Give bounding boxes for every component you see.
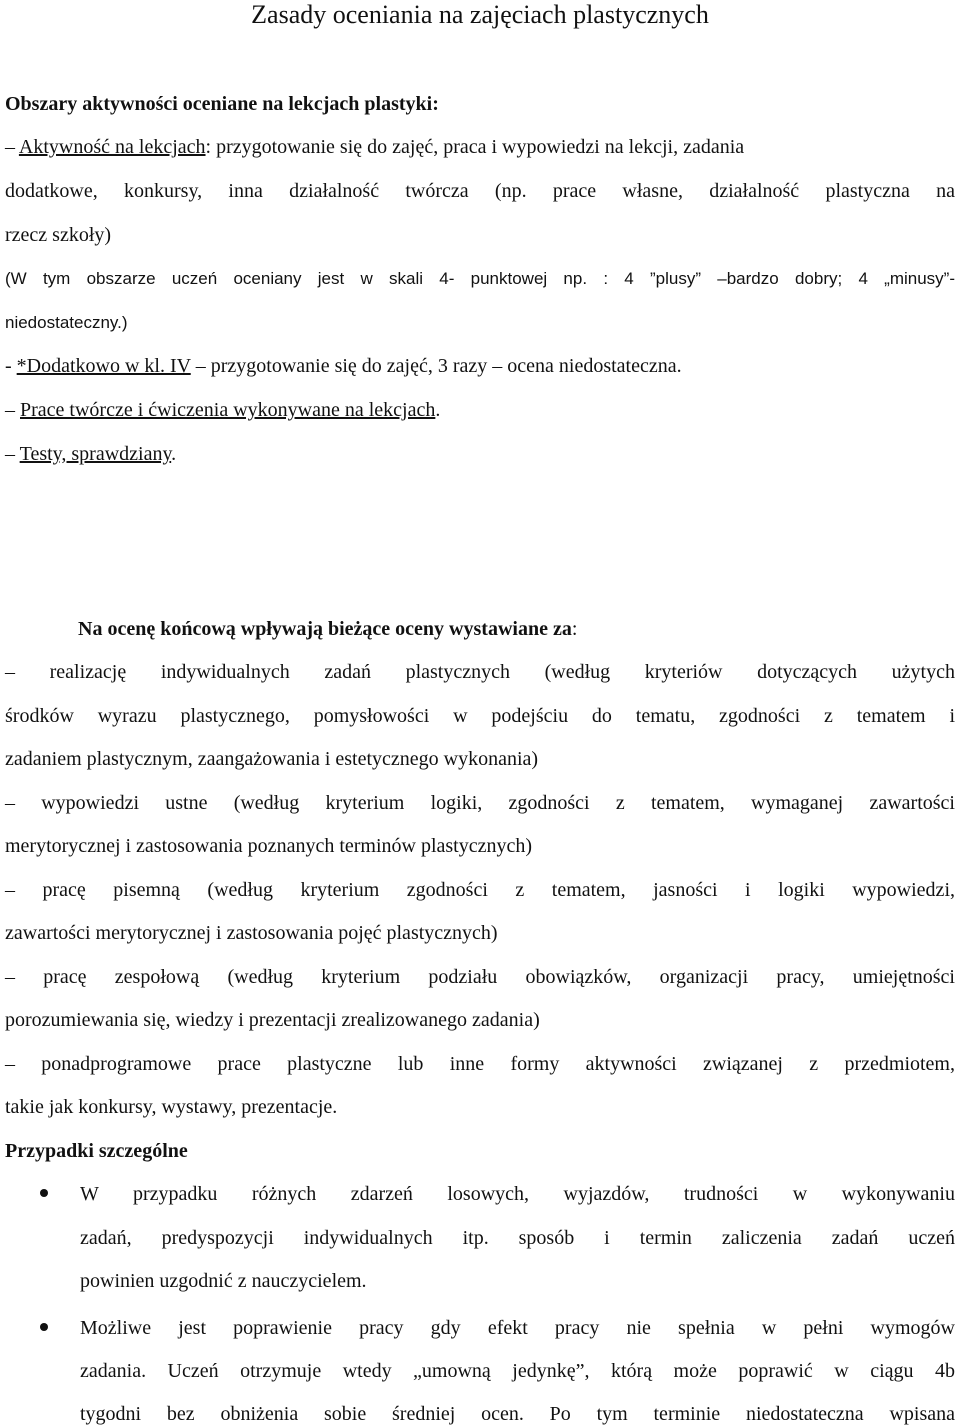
criteria-line: – pracę pisemną (według kryterium zgodności z tematem, jasności i logiki wypowiedzi, bbox=[5, 879, 955, 901]
bullet-icon bbox=[40, 1189, 48, 1197]
underlined-term: Testy, sprawdziany bbox=[19, 443, 172, 465]
criteria-line: – pracę zespołową (według kryterium podziału obowiązków, organizacji pracy, umiejętności bbox=[5, 966, 955, 988]
dash: – bbox=[5, 136, 19, 158]
item-text: : przygotowanie się do zajęć, praca i wypowiedzi na lekcji, zadania bbox=[205, 136, 745, 158]
criteria-line: zawartości merytorycznej i zastosowania pojęć plastycznych) bbox=[5, 922, 498, 944]
list-item-tests bbox=[5, 441, 955, 467]
list-item-activity bbox=[5, 134, 955, 160]
bullet-line: powinien uzgodnić z nauczycielem. bbox=[80, 1270, 367, 1292]
scale-note-line: (W tym obszarze uczeń oceniany jest w skali 4- punktowej np. : 4 ”plusy” –bardzo dobry; 4 „minusy”- bbox=[5, 269, 955, 288]
item-prefix: - bbox=[5, 355, 17, 377]
dash: – bbox=[5, 443, 20, 465]
section-heading-final-grade bbox=[78, 616, 948, 642]
bullet-line: zadań, predyspozycji indywidualnych itp. sposób i termin zaliczenia zadań uczeń bbox=[80, 1227, 955, 1249]
item-text: – przygotowanie się do zajęć, 3 razy – ocena niedostateczna. bbox=[190, 355, 682, 377]
list-item-creative-work bbox=[5, 397, 955, 423]
criteria-line: – wypowiedzi ustne (według kryterium logiki, zgodności z tematem, wymaganej zawartości bbox=[5, 792, 955, 814]
criteria-line: zadaniem plastycznym, zaangażowania i estetycznego wykonania) bbox=[5, 748, 539, 770]
paragraph-line: dodatkowe, konkursy, inna działalność twórcza (np. prace własne, działalność plastyczna na bbox=[5, 180, 955, 202]
underlined-term: *Dodatkowo w kl. IV bbox=[16, 355, 191, 377]
dash: – bbox=[5, 399, 20, 421]
bullet-line: W przypadku różnych zdarzeń losowych, wyjazdów, trudności w wykonywaniu bbox=[80, 1183, 955, 1205]
underlined-term: Prace twórcze i ćwiczenia wykonywane na lekcjach bbox=[20, 399, 436, 421]
punctuation: : bbox=[571, 618, 578, 640]
heading-text: Na ocenę końcową wpływają bieżące oceny wystawiane za bbox=[78, 618, 572, 640]
underlined-term: Aktywność na lekcjach bbox=[18, 136, 206, 158]
criteria-line: – ponadprogramowe prace plastyczne lub inne formy aktywności związanej z przedmiotem, bbox=[5, 1053, 955, 1075]
bullet-line: tygodni bez obniżenia sobie średniej ocen. Po tym terminie niedostateczna wpisana bbox=[80, 1403, 955, 1425]
criteria-line: środków wyrazu plastycznego, pomysłowości w podejściu do tematu, zgodności z tematem i bbox=[5, 705, 955, 727]
document-title: Zasady oceniania na zajęciach plastycznych bbox=[251, 0, 709, 29]
section-heading-activity-areas: Obszary aktywności oceniane na lekcjach plastyki: bbox=[5, 93, 439, 115]
criteria-line: – realizację indywidualnych zadań plastycznych (według kryteriów dotyczących użytych bbox=[5, 661, 955, 683]
criteria-line: porozumiewania się, wiedzy i prezentacji zrealizowanego zadania) bbox=[5, 1009, 540, 1031]
list-item-class-iv-note bbox=[5, 353, 955, 379]
punctuation: . bbox=[171, 443, 177, 465]
section-heading-special-cases: Przypadki szczególne bbox=[5, 1140, 188, 1162]
scale-note-line: niedostateczny.) bbox=[5, 313, 128, 332]
bullet-icon bbox=[40, 1323, 48, 1331]
bullet-line: Możliwe jest poprawienie pracy gdy efekt pracy nie spełnia w pełni wymogów bbox=[80, 1317, 955, 1339]
criteria-line: takie jak konkursy, wystawy, prezentacje. bbox=[5, 1096, 338, 1118]
paragraph-line: rzecz szkoły) bbox=[5, 224, 112, 246]
criteria-line: merytorycznej i zastosowania poznanych terminów plastycznych) bbox=[5, 835, 533, 857]
punctuation: . bbox=[435, 399, 441, 421]
bullet-line: zadania. Uczeń otrzymuje wtedy „umowną jedynkę”, którą może poprawić w ciągu 4b bbox=[80, 1360, 955, 1382]
